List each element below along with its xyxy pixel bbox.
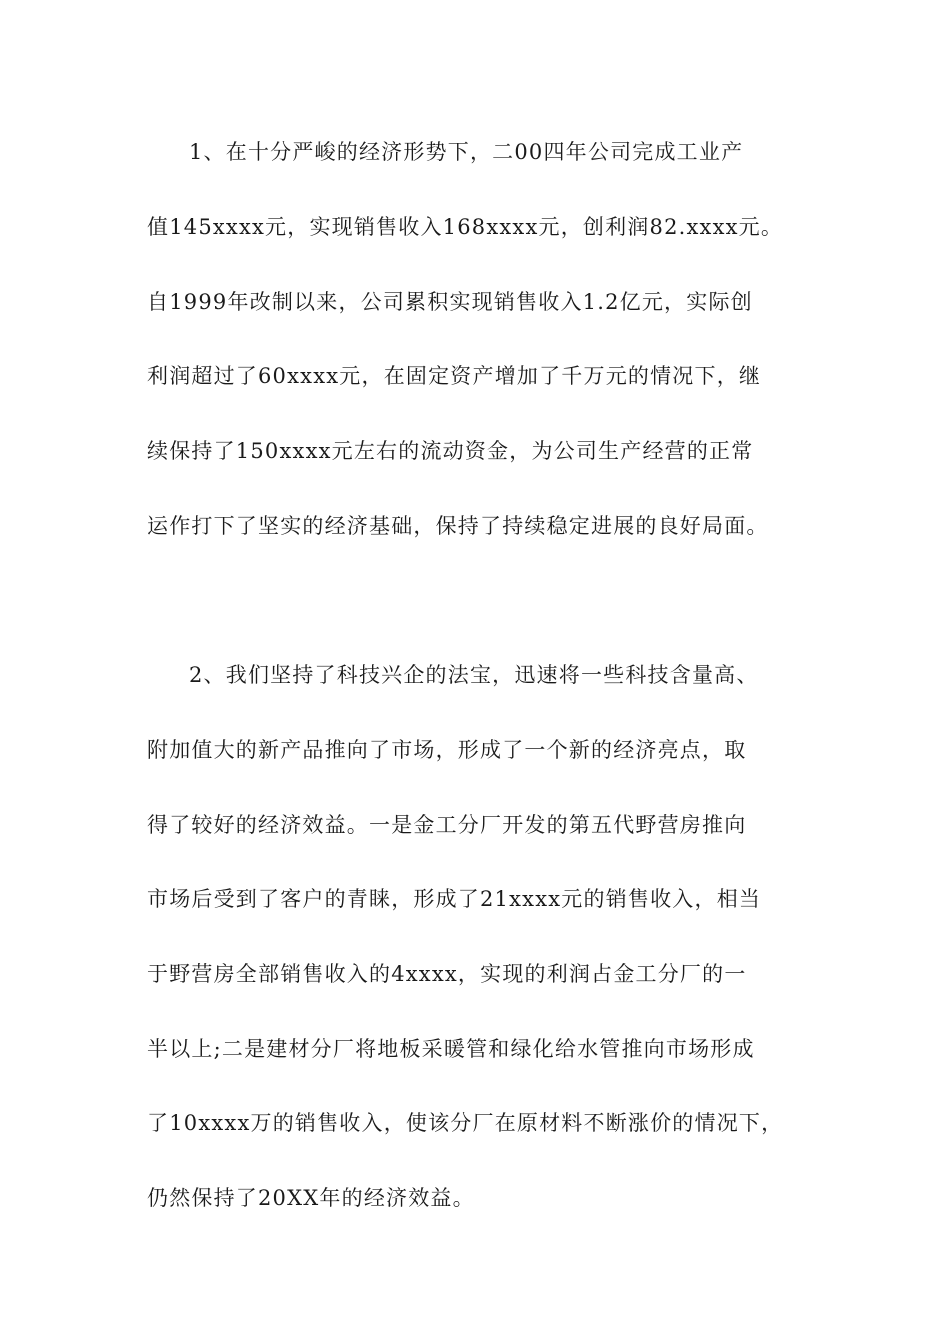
paragraph-2-line-8: 仍然保持了20XX年的经济效益。 [147, 1186, 475, 1210]
paragraph-1-line-3: 自1999年改制以来，公司累积实现销售收入1.2亿元，实际创 [147, 290, 753, 314]
paragraph-1-line-4: 利润超过了60xxxx元，在固定资产增加了千万元的情况下，继 [147, 364, 762, 388]
paragraph-1-line-5: 续保持了150xxxx元左右的流动资金，为公司生产经营的正常 [147, 439, 754, 463]
paragraph-2-line-6: 半以上;二是建材分厂将地板采暖管和绿化给水管推向市场形成 [147, 1037, 755, 1061]
paragraph-2-line-2: 附加值大的新产品推向了市场，形成了一个新的经济亮点，取 [147, 738, 747, 762]
paragraph-2-line-1: 2、我们坚持了科技兴企的法宝，迅速将一些科技含量高、 [189, 663, 759, 687]
paragraph-1-line-2: 值145xxxx元，实现销售收入168xxxx元，创利润82.xxxx元。 [147, 215, 784, 239]
paragraph-2-line-5: 于野营房全部销售收入的4xxxx，实现的利润占金工分厂的一 [147, 962, 747, 986]
paragraph-1-line-6: 运作打下了坚实的经济基础，保持了持续稳定进展的良好局面。 [147, 514, 769, 538]
paragraph-2-line-3: 得了较好的经济效益。一是金工分厂开发的第五代野营房推向 [147, 813, 747, 837]
paragraph-1-line-1: 1、在十分严峻的经济形势下，二00四年公司完成工业产 [189, 140, 744, 164]
paragraph-2-line-7: 了10xxxx万的销售收入，使该分厂在原材料不断涨价的情况下， [147, 1111, 784, 1135]
paragraph-2-line-4: 市场后受到了客户的青睐，形成了21xxxx元的销售收入，相当 [147, 887, 762, 911]
